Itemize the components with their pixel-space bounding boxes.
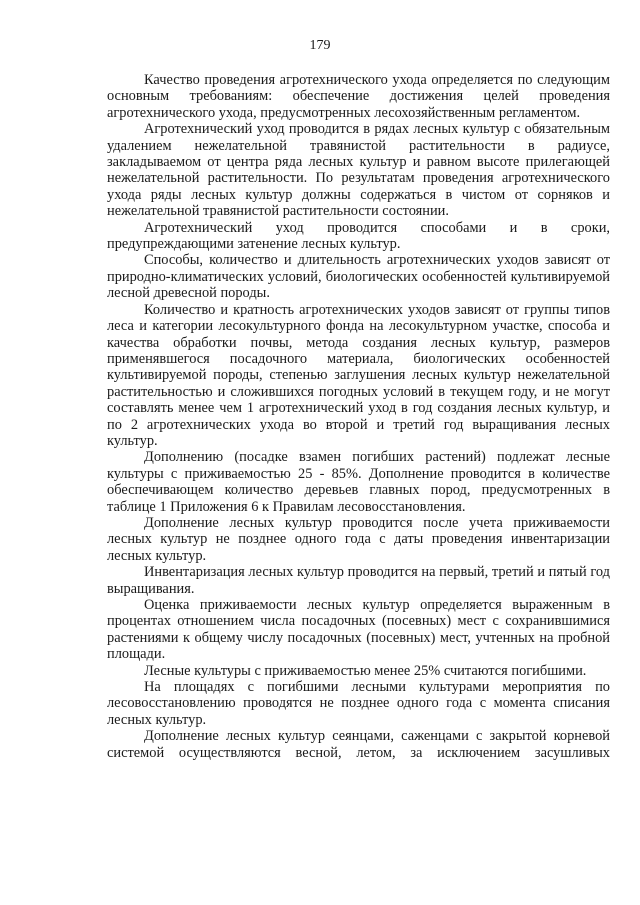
paragraph: Дополнение лесных культур проводится после учета приживаемости лесных культур не позднее одного года с даты проведения инвентаризации лесных культур. [107,514,610,564]
paragraph-continued: Дополнение лесных культур сеянцами, саженцами с закрытой корневой системой осуществляются весной, летом, за исключением засушливых [107,728,610,761]
page-number: 179 [309,38,331,53]
paragraph: Лесные культуры с приживаемостью менее 25% считаются погибшими. [144,662,587,679]
paragraph: Агротехнический уход проводится в рядах лесных культур с обязательным удалением нежелательной травянистой растительности в радиусе, закладываемом от центра ряда лесных культур и равном высоте прилегающей нежелательной растительности. По результатам проведения агротехнического ухода ряды лесных культур должны содержаться в чистом от сорняков и нежелательной травянистой растительности состоянии. [107,121,610,220]
paragraph: Инвентаризация лесных культур проводится на первый, третий и пятый год выращивания. [107,564,610,597]
paragraph: Оценка приживаемости лесных культур определяется выраженным в процентах отношением числа посадочных (посевных) мест с сохранившимися растениями к общему числу посадочных (посевных) мест, учтенных на пробной площади. [107,597,610,663]
paragraph: Количество и кратность агротехнических уходов зависят от группы типов леса и категории лесокультурного фонда на лесокультурном участке, способа и качества обработки почвы, метода создания лесных культур, размеров применявшегося посадочного материала, биологических особенностей культивируемой породы, степенью заглушения лесных культур нежелательной растительностью и сложившихся погодных условий в текущем году, и не могут составлять менее чем 1 агротехнический уход в год создания лесных культур, и по 2 агротехнических ухода во второй и третий год выращивания лесных культур. [107,301,610,449]
paragraph: Агротехнический уход проводится способами и в сроки, предупреждающими затенение лесных культур. [107,219,610,253]
paragraph: Дополнению (посадке взамен погибших растений) подлежат лесные культуры с приживаемостью 25 - 85%. Дополнение проводится в количестве обеспечивающем количество деревьев главных пород, предусмотренных в таблице 1 Приложения 6 к Правилам лесовосстановления. [107,449,610,515]
paragraph: Способы, количество и длительность агротехнических уходов зависят от природно-климатических условий, биологических особенностей культивируемой лесной древесной породы. [107,252,610,302]
paragraph: На площадях с погибшими лесными культурами мероприятия по лесовосстановлению проводятся не позднее одного года с момента списания лесных культур. [107,679,610,728]
paragraph: Качество проведения агротехнического ухода определяется по следующим основным требованиям: обеспечение достижения целей проведения агротехнического ухода, предусмотренных лесохозяйственным регламентом. [107,72,610,121]
page-body [107,72,610,761]
